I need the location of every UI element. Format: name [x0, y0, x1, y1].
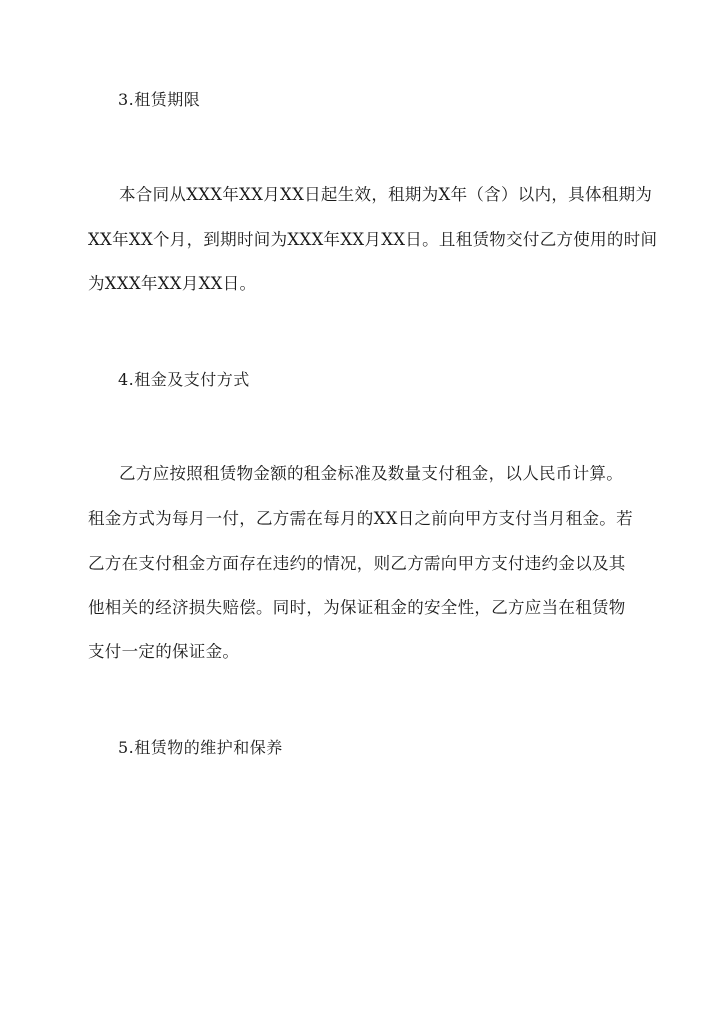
paragraph-line: 乙方应按照租赁物金额的租金标准及数量支付租金，以人民币计算。	[119, 464, 623, 483]
section-heading-rent-payment: 4.租金及支付方式	[118, 370, 250, 389]
section-heading-maintenance: 5.租赁物的维护和保养	[118, 738, 283, 757]
paragraph-line: XX年XX个月，到期时间为XXX年XX月XX日。且租赁物交付乙方使用的时间	[88, 230, 658, 249]
paragraph-line: 本合同从XXX年XX月XX日起生效，租期为X年（含）以内，具体租期为	[119, 185, 653, 204]
paragraph-line: 乙方在支付租金方面存在违约的情况，则乙方需向甲方支付违约金以及其	[88, 554, 626, 573]
paragraph-line: 支付一定的保证金。	[88, 642, 240, 661]
paragraph-line: 租金方式为每月一付，乙方需在每月的XX日之前向甲方支付当月租金。若	[88, 509, 633, 528]
section-heading-lease-term: 3.租赁期限	[118, 90, 201, 109]
paragraph-line: 他相关的经济损失赔偿。同时，为保证租金的安全性，乙方应当在租赁物	[88, 598, 626, 617]
paragraph-line: 为XXX年XX月XX日。	[88, 274, 257, 293]
